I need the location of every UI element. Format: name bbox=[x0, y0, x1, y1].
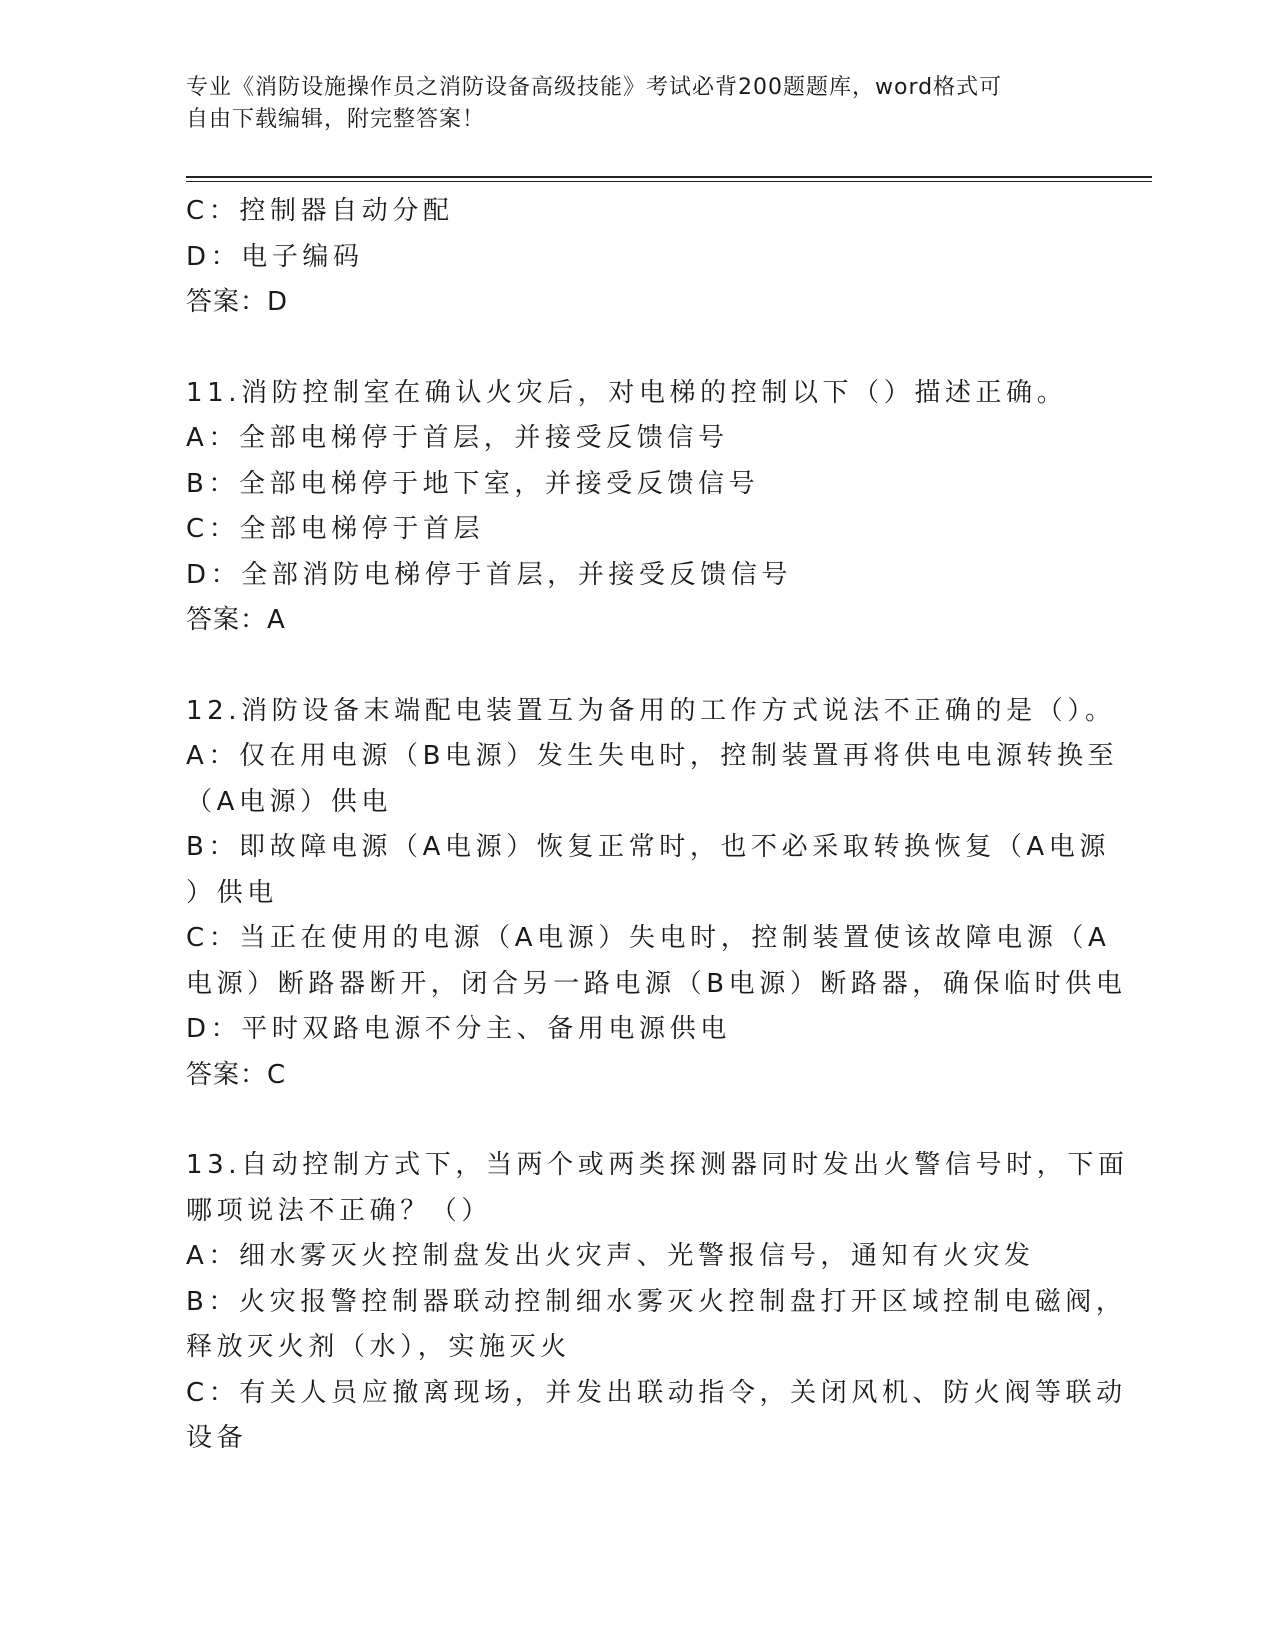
option-a: A：细水雾灭火控制盘发出火灾声、光警报信号，通知有火灾发 bbox=[186, 1241, 1035, 1271]
option-d: D：全部消防电梯停于首层，并接受反馈信号 bbox=[186, 559, 793, 590]
option-c-line-1: C：有关人员应撤离现场，并发出联动指令，关闭风机、防火阀等联动 bbox=[186, 1377, 1127, 1408]
answer: 答案：A bbox=[186, 605, 286, 635]
option-c: C：控制器自动分配 bbox=[186, 196, 454, 226]
question-content bbox=[186, 189, 1129, 1462]
option-b-line-2: ）供电 bbox=[186, 877, 278, 908]
question-text: 11.消防控制室在确认火灾后，对电梯的控制以下（）描述正确。 bbox=[186, 377, 1068, 408]
option-b-line-1: B：即故障电源（A电源）恢复正常时，也不必采取转换恢复（A电源 bbox=[186, 832, 1111, 862]
option-c-line-1: C：当正在使用的电源（A电源）失电时，控制装置使该故障电源（A bbox=[186, 923, 1111, 953]
document-header bbox=[186, 72, 1066, 136]
question-13 bbox=[186, 1143, 1129, 1462]
option-a: A：全部电梯停于首层，并接受反馈信号 bbox=[186, 423, 729, 453]
answer: 答案：D bbox=[186, 287, 289, 317]
answer: 答案：C bbox=[186, 1059, 287, 1090]
question-11 bbox=[186, 371, 1086, 644]
option-d: D：平时双路电源不分主、备用电源供电 bbox=[186, 1014, 731, 1044]
option-a-line-1: A：仅在用电源（B电源）发生失电时，控制装置再将供电电源转换至 bbox=[186, 741, 1119, 771]
header-line-1: 专业《消防设施操作员之消防设备高级技能》考试必背200题题库，word格式可 bbox=[186, 75, 1003, 100]
option-b-line-2: 释放灭火剂（水），实施灭火 bbox=[186, 1332, 571, 1362]
option-b: B：全部电梯停于地下室，并接受反馈信号 bbox=[186, 468, 760, 499]
option-c-line-2: 电源）断路器断开，闭合另一路电源（B电源）断路器，确保临时供电 bbox=[186, 968, 1127, 999]
option-b-line-1: B：火灾报警控制器联动控制细水雾灭火控制盘打开区域控制电磁阀， bbox=[186, 1286, 1127, 1317]
option-c-line-2: 设备 bbox=[186, 1423, 248, 1453]
option-c: C：全部电梯停于首层 bbox=[186, 514, 485, 544]
question-text-line-2: 哪项说法不正确？（） bbox=[186, 1195, 493, 1226]
header-rule-thin bbox=[186, 181, 1152, 182]
header-line-2: 自由下载编辑，附完整答案！ bbox=[186, 107, 486, 132]
option-d: D：电子编码 bbox=[186, 241, 364, 272]
prev-question-tail bbox=[186, 189, 1086, 326]
question-12 bbox=[186, 689, 1127, 1099]
question-text: 12.消防设备末端配电装置互为备用的工作方式说法不正确的是（）。 bbox=[186, 695, 1116, 726]
option-a-line-2: （A电源）供电 bbox=[186, 786, 392, 817]
header-rule-thick bbox=[186, 176, 1152, 178]
question-text-line-1: 13.自动控制方式下，当两个或两类探测器同时发出火警信号时，下面 bbox=[186, 1150, 1129, 1180]
